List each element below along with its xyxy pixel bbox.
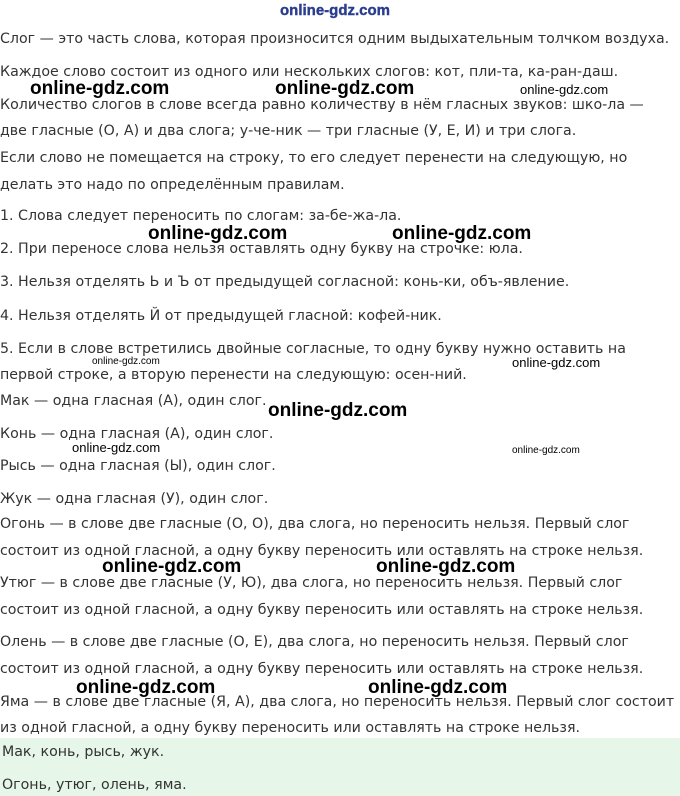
watermark: online-gdz.com: [512, 355, 601, 370]
watermark: online-gdz.com: [102, 556, 242, 577]
text-line: Утюг — в слове две гласные (У, Ю), два слога, но переносить нельзя. Первый слог: [0, 575, 623, 591]
answer-line: Мак, конь, рысь, жук.: [2, 744, 165, 760]
watermark-top: online-gdz.com: [280, 2, 390, 19]
text-line: 1. Слова следует переносить по слогам: за-бе-жа-ла.: [0, 208, 402, 224]
text-line: состоит из одной гласной, а одну букву переносить или оставлять на строке нельзя.: [0, 602, 644, 618]
text-line: 5. Если в слове встретились двойные согласные, то одну букву нужно оставить на: [0, 341, 626, 357]
answer-line: Огонь, утюг, олень, яма.: [2, 777, 187, 793]
text-line: Если слово не помещается на строку, то его следует перенести на следующую, но: [0, 150, 628, 166]
text-line: Олень — в слове две гласные (О, Е), два слога, но переносить нельзя. Первый слог: [0, 634, 629, 650]
text-line: первой строке, а вторую перенести на следующую: осен-ний.: [0, 367, 467, 383]
text-line: Огонь — в слове две гласные (О, О), два слога, но переносить нельзя. Первый слог: [0, 516, 630, 532]
text-line: Каждое слово состоит из одного или нескольких слогов: кот, пли-та, ка-ран-даш.: [0, 64, 619, 80]
text-line: Мак — одна гласная (А), один слог.: [0, 393, 267, 409]
text-line: 2. При переносе слова нельзя оставлять одну букву на строчке: юла.: [0, 241, 523, 257]
watermark: online-gdz.com: [392, 223, 532, 244]
watermark: online-gdz.com: [376, 556, 516, 577]
watermark: online-gdz.com: [275, 78, 415, 99]
watermark: online-gdz.com: [72, 440, 161, 455]
watermark: online-gdz.com: [512, 445, 580, 456]
watermark: online-gdz.com: [368, 677, 508, 698]
answer-box: [0, 738, 680, 796]
text-line: 4. Нельзя отделять Й от предыдущей гласной: кофей-ник.: [0, 308, 442, 324]
watermark: online-gdz.com: [30, 78, 170, 99]
text-line: 3. Нельзя отделять Ь и Ъ от предыдущей согласной: конь-ки, объ-явление.: [0, 274, 570, 290]
text-line: Слог — это часть слова, которая произносится одним выдыхательным толчком воздуха.: [0, 31, 670, 47]
text-line: Конь — одна гласная (А), один слог.: [0, 426, 274, 442]
text-line: Яма — в слове две гласные (Я, А), два слога, но переносить нельзя. Первый слог состоит: [0, 694, 675, 710]
text-line: состоит из одной гласной, а одну букву переносить или оставлять на строке нельзя.: [0, 661, 644, 677]
watermark: online-gdz.com: [148, 223, 288, 244]
watermark: online-gdz.com: [268, 400, 408, 421]
text-line: две гласные (О, А) и два слога; у-че-ник — три гласные (У, Е, И) и три слога.: [0, 123, 577, 139]
watermark: online-gdz.com: [76, 677, 216, 698]
text-line: делать это надо по определённым правилам.: [0, 177, 345, 193]
text-line: состоит из одной гласной, а одну букву переносить или оставлять на строке нельзя.: [0, 543, 644, 559]
watermark: online-gdz.com: [92, 356, 160, 367]
text-line: из одной гласной, а одну букву переносить или оставлять на строке нельзя.: [0, 720, 580, 736]
watermark: online-gdz.com: [520, 82, 609, 97]
text-line: Жук — одна гласная (У), один слог.: [0, 491, 269, 507]
text-line: Количество слогов в слове всегда равно количеству в нём гласных звуков: шко-ла —: [0, 97, 644, 113]
text-line: Рысь — одна гласная (Ы), один слог.: [0, 458, 276, 474]
